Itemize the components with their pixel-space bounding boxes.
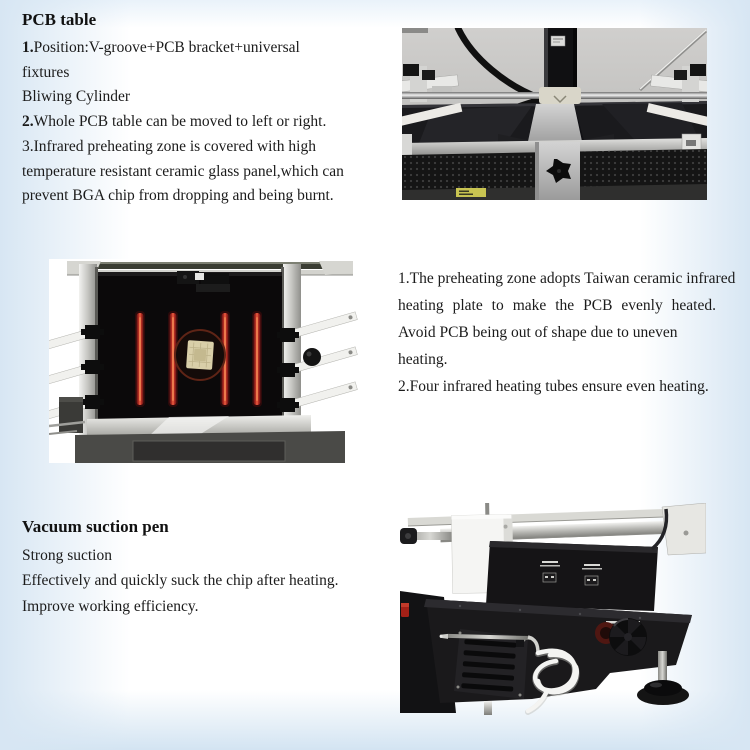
pcb-table-line	[22, 160, 344, 185]
bottom-base	[75, 431, 345, 463]
switch-highlight	[401, 603, 409, 607]
vacuum-pen-text-block	[22, 517, 339, 619]
rod-clamp	[539, 87, 581, 104]
heating-tube	[135, 311, 145, 407]
vacuum-pen-photo	[400, 503, 706, 715]
rail-screw	[684, 531, 689, 536]
pcb-table-photo	[402, 28, 707, 200]
vacuum-pen-line: Strong suction	[22, 547, 112, 564]
preheating-text-block	[398, 265, 736, 400]
center-chip-target	[175, 330, 225, 380]
pcb-table-line	[22, 135, 344, 160]
vacuum-pen-heading: Vacuum suction pen	[22, 517, 169, 536]
line-text: prevent BGA chip from dropping and being burnt.	[22, 187, 334, 205]
preheating-line: heating plate to make the PCB evenly heated.	[398, 297, 716, 314]
preheating-zone-photo	[49, 259, 371, 463]
pcb-table-line	[22, 110, 344, 135]
vacuum-pen-line: Improve working efficiency.	[22, 597, 199, 615]
pcb-table-line	[22, 85, 344, 110]
preheating-line: heating.	[398, 351, 448, 368]
left-rail-clamp	[402, 134, 412, 156]
pcb-table-line	[22, 36, 344, 61]
line-text: Bliwing Cylinder	[22, 88, 131, 106]
line-text: Position:V-groove+PCB bracket+universal	[33, 39, 300, 56]
top-fixture	[402, 28, 428, 33]
pcb-table-heading: PCB table	[22, 10, 97, 29]
line-text: Whole PCB table can be moved to left or right.	[33, 113, 327, 131]
preheating-zone-illustration	[49, 259, 371, 463]
round-adjust-knob	[303, 348, 321, 366]
pcb-table-line	[22, 61, 344, 86]
left-foot-stem	[484, 701, 492, 715]
line-text: 3.Infrared preheating zone is covered with high	[22, 137, 316, 155]
center-plate-with-knob	[535, 142, 580, 200]
yellow-warning-label	[456, 188, 486, 197]
pcb-table-text-block	[22, 10, 344, 209]
line-text: temperature resistant ceramic glass panel,which can	[22, 162, 344, 180]
right-rail-clamp-slot	[686, 140, 696, 146]
line-text: fixtures	[22, 63, 70, 81]
preheating-line: 2.Four infrared heating tubes ensure even heating.	[398, 378, 709, 395]
knob-highlight	[307, 352, 312, 357]
heating-tube	[252, 311, 262, 407]
preheating-line: Avoid PCB being out of shape due to uneven	[398, 324, 678, 341]
right-rail-block	[662, 503, 706, 555]
line-bold-prefix: 2.	[22, 113, 34, 131]
line-bold-prefix: 1.	[22, 39, 34, 56]
pcb-table-photo-illustration	[402, 28, 707, 200]
vacuum-pen-line: Effectively and quickly suck the chip after heating.	[22, 572, 339, 590]
pcb-table-line	[22, 184, 344, 209]
preheating-line: 1.The preheating zone adopts Taiwan ceramic infrared	[398, 270, 736, 287]
vacuum-pen-machine-illustration	[400, 503, 706, 715]
